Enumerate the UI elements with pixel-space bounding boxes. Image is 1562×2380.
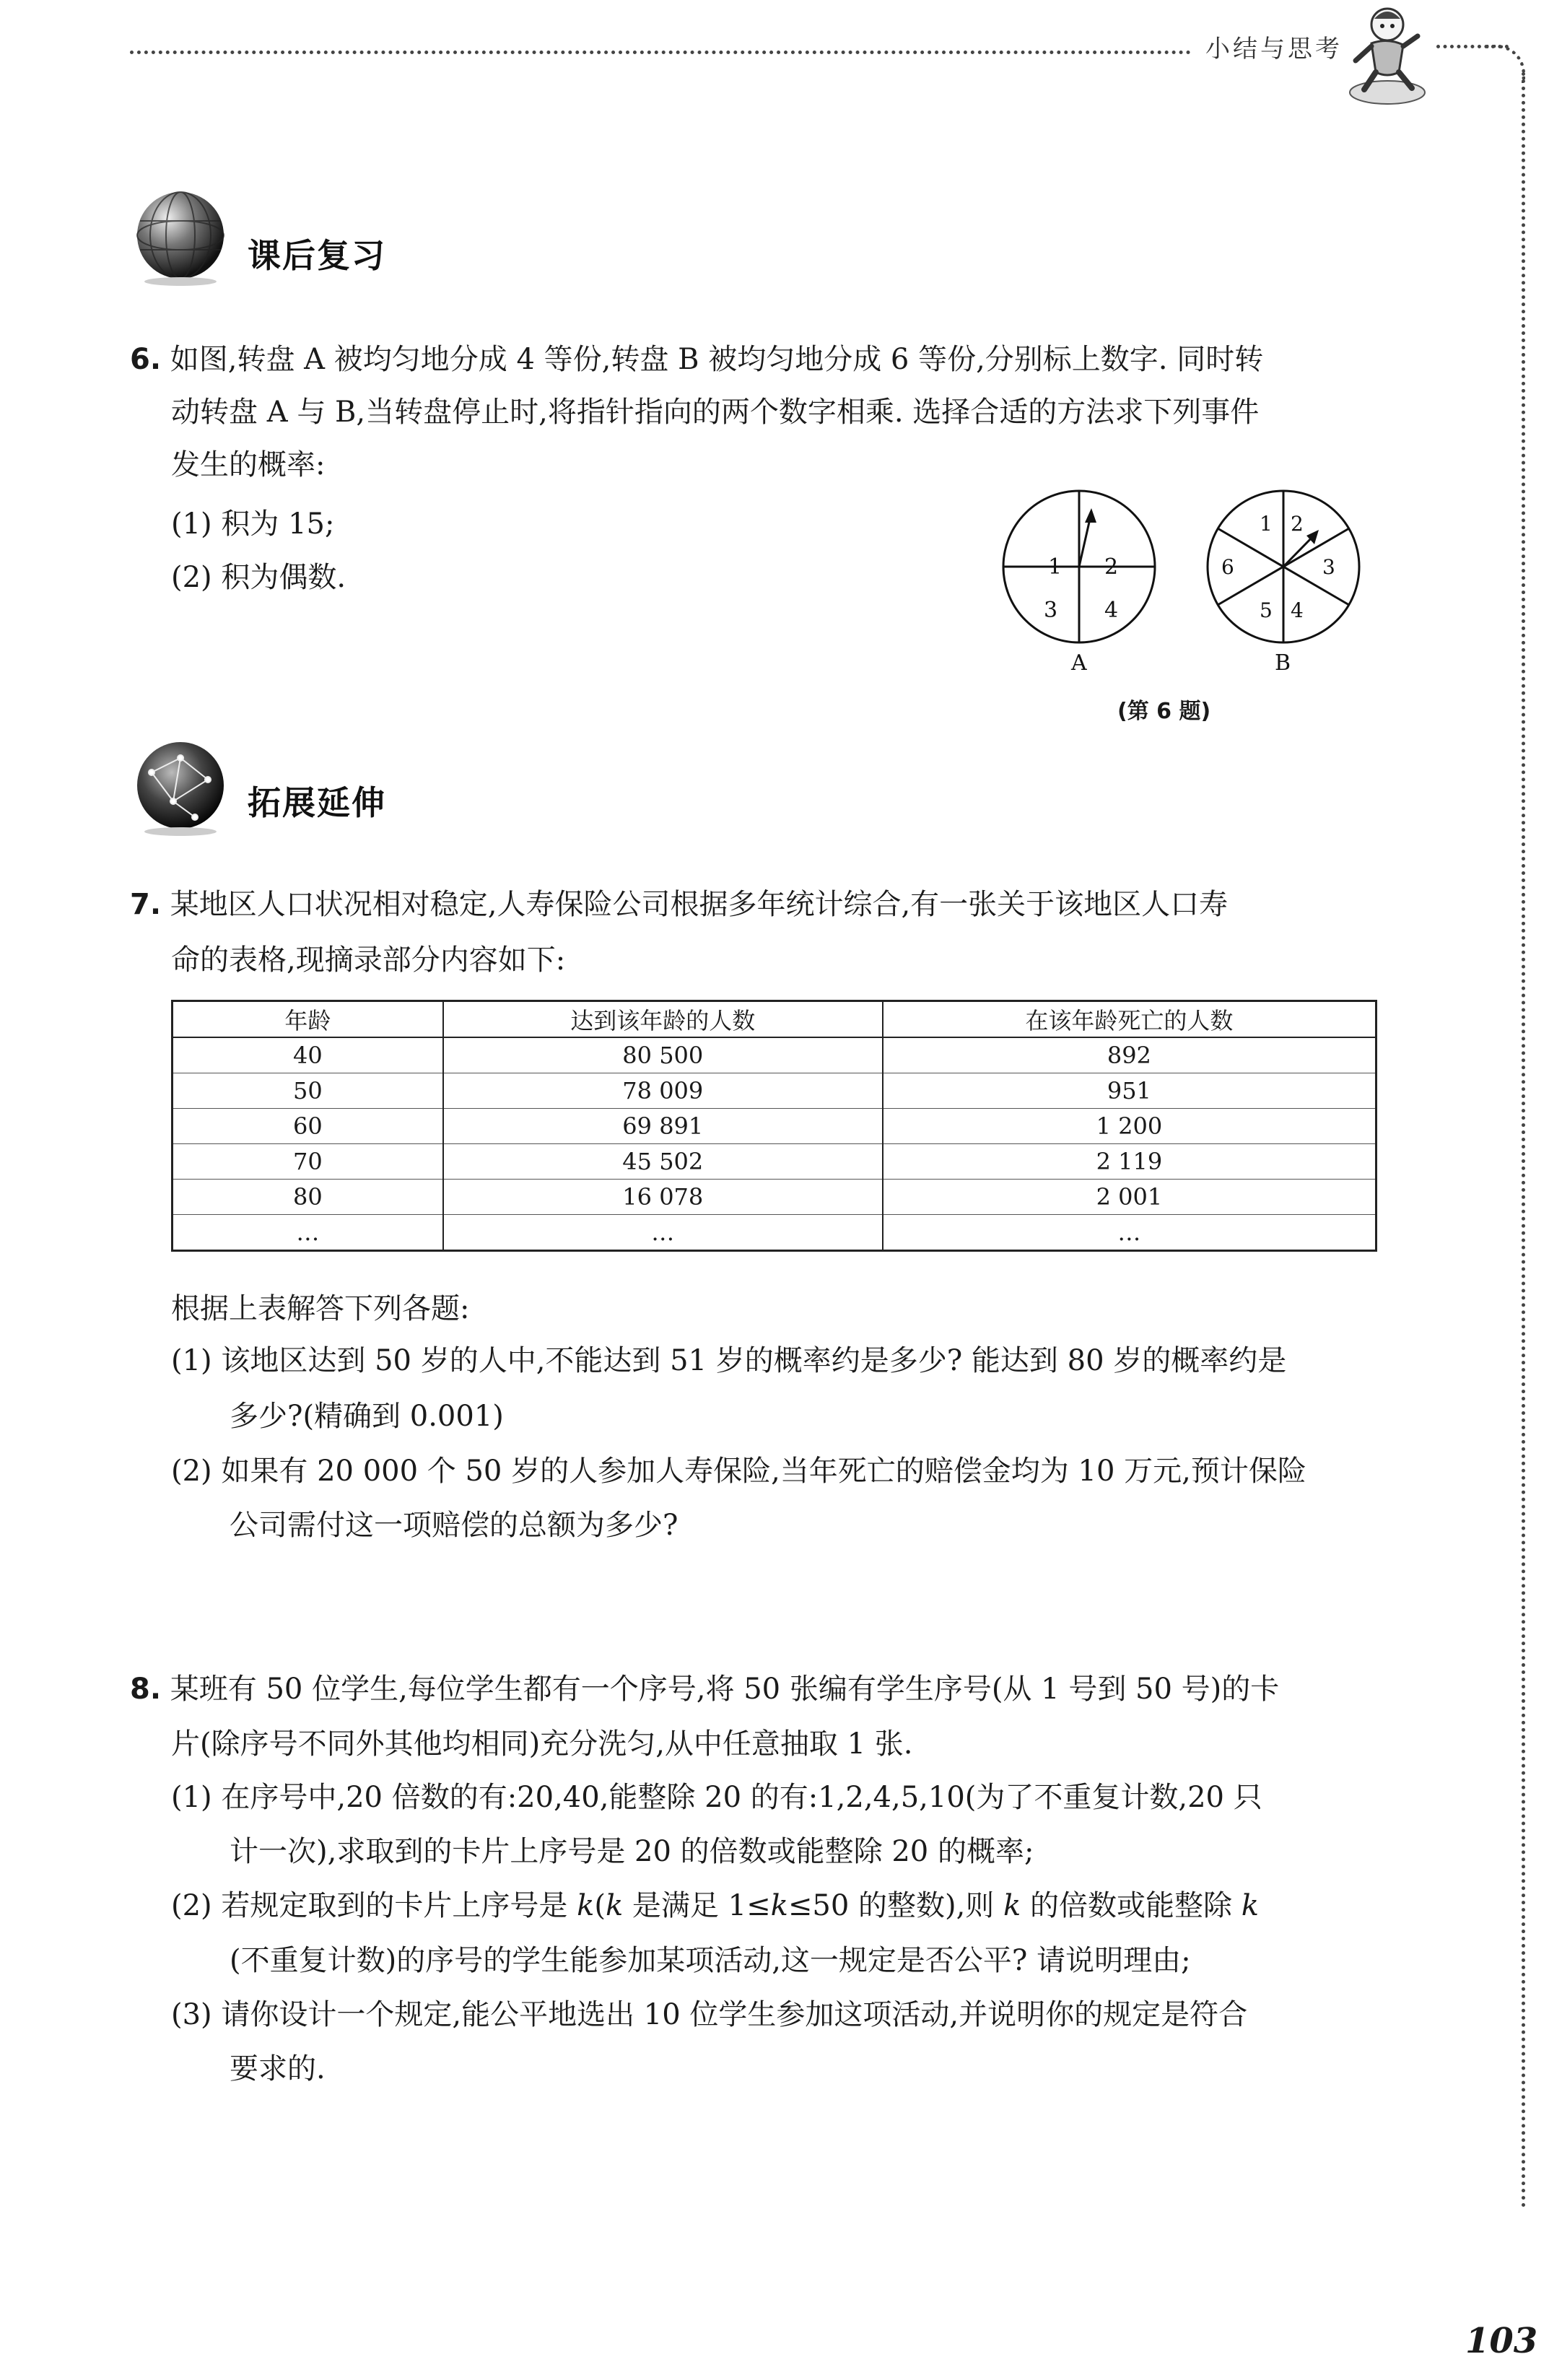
q7-sub1-line1: (1) 该地区达到 50 岁的人中,不能达到 51 岁的概率约是多少? 能达到 80 岁的概率约是: [171, 1344, 1287, 1377]
q6-text-line1: 如图,转盘 A 被均匀地分成 4 等份,转盘 B 被均匀地分成 6 等份,分别标上数字. 同时转: [170, 343, 1264, 376]
q6-line1: [130, 345, 1263, 374]
table-row: [173, 1073, 1376, 1109]
spinner-b-sector-2: 2: [1291, 512, 1304, 536]
life-table: [171, 1000, 1377, 1252]
section-title-review: 课后复习: [248, 236, 386, 275]
q8-sub3-line1: (3) 请你设计一个规定,能公平地选出 10 位学生参加这项活动,并说明你的规定是符合: [171, 1998, 1248, 2031]
q8-sub2-text-d: ≤50 的整数),则: [787, 1889, 1004, 1922]
table-row: [173, 1037, 1376, 1073]
q8-sub3-line2: 要求的.: [230, 2052, 326, 2085]
q8-sub2-line1: [171, 1891, 1259, 1920]
table-cell: 80: [173, 1180, 443, 1215]
q8-sub2-var-k: k: [577, 1889, 595, 1922]
q6-sub2: (2) 积为偶数.: [171, 561, 346, 594]
table-cell: 80 500: [443, 1037, 883, 1073]
table-cell: 40: [173, 1037, 443, 1073]
q6-line2: 动转盘 A 与 B,当转盘停止时,将指针指向的两个数字相乘. 选择合适的方法求下列事件: [171, 396, 1260, 429]
q7-number: 7.: [130, 888, 162, 921]
table-cell: 78 009: [443, 1073, 883, 1109]
spinner-a-label: A: [1071, 650, 1087, 671]
q7-sub2-line1: (2) 如果有 20 000 个 50 岁的人参加人寿保险,当年死亡的赔偿金均为 10 万元,预计保险: [171, 1455, 1306, 1488]
table-cell: …: [173, 1215, 443, 1251]
review-globe-icon: [130, 186, 231, 287]
table-cell: …: [883, 1215, 1376, 1251]
spinner-a-sector-1: 1: [1048, 554, 1063, 580]
extend-network-icon: [130, 736, 231, 837]
table-cell: 2 119: [883, 1144, 1376, 1180]
q7-line2: 命的表格,现摘录部分内容如下:: [171, 943, 566, 977]
spinner-a-sector-2: 2: [1104, 554, 1119, 580]
spinner-b: [1208, 491, 1359, 671]
table-cell: 45 502: [443, 1144, 883, 1180]
table-cell: 2 001: [883, 1180, 1376, 1215]
q8-line1: [130, 1675, 1279, 1704]
table-cell: 70: [173, 1144, 443, 1180]
spinner-b-sector-3: 3: [1322, 555, 1335, 579]
table-row: [173, 1180, 1376, 1215]
q8-sub1-line1: (1) 在序号中,20 倍数的有:20,40,能整除 20 的有:1,2,4,5,10(为了不重复计数,20 只: [171, 1781, 1262, 1814]
spinner-b-sector-4: 4: [1291, 598, 1304, 622]
q8-sub2-var-k: k: [1003, 1889, 1021, 1922]
table-header-died: 在该年龄死亡的人数: [883, 1001, 1376, 1038]
spinner-a-sector-4: 4: [1104, 598, 1119, 623]
spinner-b-sector-6: 6: [1221, 555, 1234, 579]
q7-sub1-line2: 多少?(精确到 0.001): [230, 1400, 504, 1433]
table-row: [173, 1144, 1376, 1180]
table-cell: …: [443, 1215, 883, 1251]
table-header-reached: 达到该年龄的人数: [443, 1001, 883, 1038]
header-title: 小结与思考: [1205, 35, 1343, 64]
table-row: [173, 1109, 1376, 1144]
table-header-age: 年龄: [173, 1001, 443, 1038]
table-cell: 951: [883, 1073, 1376, 1109]
figure-caption-q6: (第 6 题): [1117, 699, 1211, 724]
table-cell: 892: [883, 1037, 1376, 1073]
spinner-a-sector-3: 3: [1044, 598, 1058, 623]
q7-intro: 根据上表解答下列各题:: [171, 1292, 470, 1325]
table-cell: 69 891: [443, 1109, 883, 1144]
spinner-b-sector-1: 1: [1260, 512, 1273, 536]
q8-sub2-text-b: (: [594, 1889, 606, 1922]
spinner-figure: [989, 484, 1364, 671]
table-cell: 1 200: [883, 1109, 1376, 1144]
q8-sub2-var-k: k: [770, 1889, 788, 1922]
q6-number: 6.: [130, 343, 162, 376]
page-number: 103: [1465, 2321, 1538, 2361]
q8-sub2-var-k: k: [605, 1889, 624, 1922]
spinner-b-sector-5: 5: [1260, 598, 1273, 622]
q6-sub1: (1) 积为 15;: [171, 507, 335, 541]
spinner-a: [1003, 491, 1155, 671]
q8-sub1-line2: 计一次),求取到的卡片上序号是 20 的倍数或能整除 20 的概率;: [230, 1835, 1034, 1868]
spinner-b-label: B: [1275, 650, 1291, 671]
table-row: [173, 1215, 1376, 1251]
q8-sub2-var-k: k: [1241, 1889, 1259, 1922]
mascot-icon: [1343, 0, 1429, 108]
right-dotted-border: [1522, 72, 1525, 2209]
q7-text-line1: 某地区人口状况相对稳定,人寿保险公司根据多年统计综合,有一张关于该地区人口寿: [170, 888, 1229, 921]
q8-line2: 片(除序号不同外其他均相同)充分洗匀,从中任意抽取 1 张.: [171, 1727, 913, 1761]
q8-number: 8.: [130, 1673, 162, 1706]
q7-sub2-line2: 公司需付这一项赔偿的总额为多少?: [230, 1509, 679, 1542]
table-header-row: [173, 1001, 1376, 1038]
q8-sub2-text-c: 是满足 1≤: [623, 1889, 771, 1922]
header-dotted-rule: [130, 51, 1191, 54]
q8-text-line1: 某班有 50 位学生,每位学生都有一个序号,将 50 张编有学生序号(从 1 号到 50 号)的卡: [170, 1673, 1280, 1706]
table-cell: 50: [173, 1073, 443, 1109]
border-corner: [1487, 45, 1525, 83]
q6-line3: 发生的概率:: [171, 448, 326, 481]
table-cell: 16 078: [443, 1180, 883, 1215]
q8-sub2-text-e: 的倍数或能整除: [1021, 1889, 1242, 1922]
q7-line1: [130, 890, 1228, 919]
table-cell: 60: [173, 1109, 443, 1144]
section-title-extend: 拓展延伸: [248, 783, 386, 822]
q8-sub2-line2: (不重复计数)的序号的学生能参加某项活动,这一规定是否公平? 请说明理由;: [230, 1944, 1191, 1977]
q8-sub2-text-a: (2) 若规定取到的卡片上序号是: [171, 1889, 577, 1922]
